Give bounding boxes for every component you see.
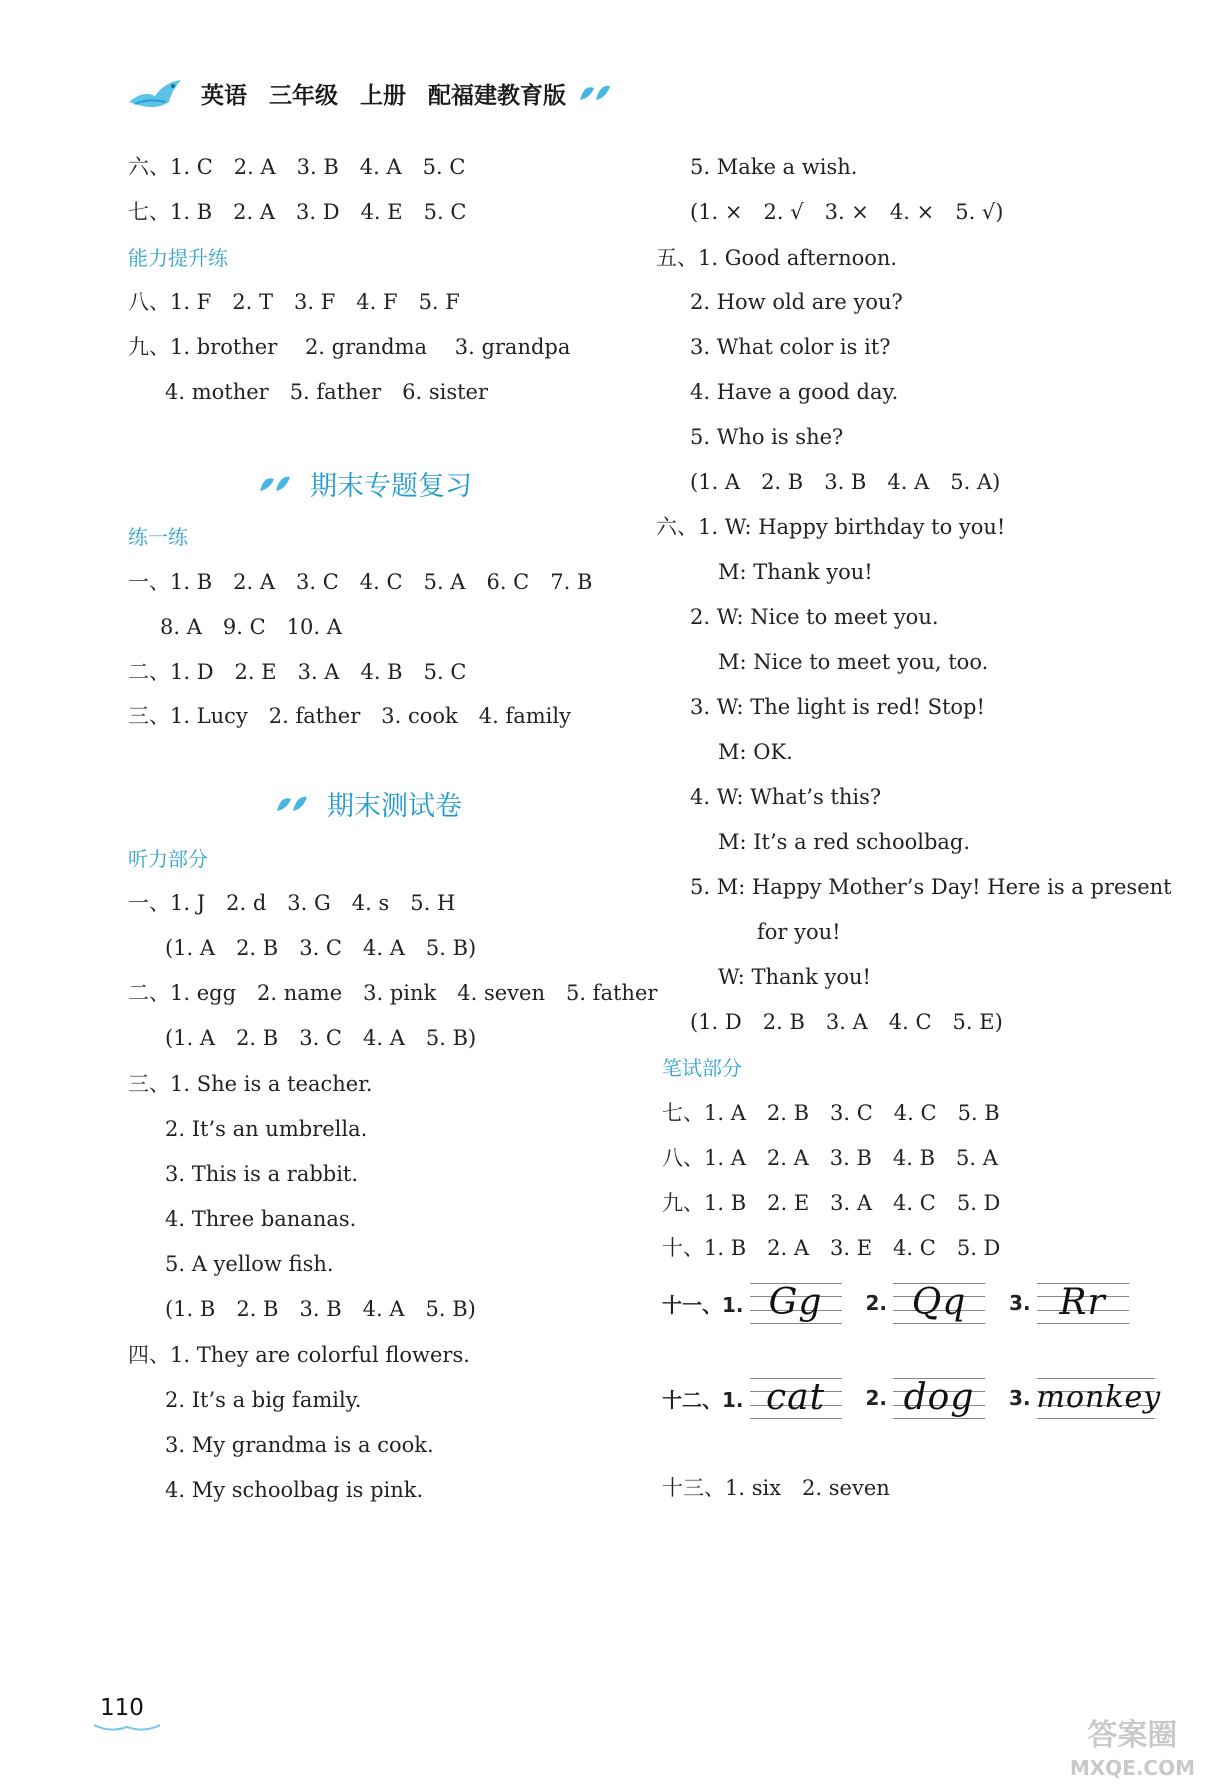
- handwriting-number: 2.: [865, 1291, 888, 1315]
- answer-line: 八、1. A 2. A 3. B 4. B 5. A: [662, 1146, 998, 1170]
- answer-line: (1. D 2. B 3. A 4. C 5. E): [690, 1010, 1003, 1034]
- writing-lines: [750, 1281, 842, 1325]
- leaf-ornament-icon: [578, 82, 612, 104]
- watermark-line2: MXQE.COM: [1069, 1756, 1195, 1780]
- handwritten-word: Gg: [768, 1282, 823, 1323]
- watermark-line1: 答案圈: [1087, 1718, 1178, 1753]
- leaf-icon: [275, 793, 309, 815]
- answer-line: 一、1. B 2. A 3. C 4. C 5. A 6. C 7. B: [128, 570, 593, 594]
- answer-line: 六、1. C 2. A 3. B 4. A 5. C: [128, 155, 466, 179]
- page-header: [125, 68, 612, 118]
- answer-line: 十、1. B 2. A 3. E 4. C 5. D: [662, 1236, 1001, 1260]
- answer-line: 3. W: The light is red! Stop!: [690, 695, 985, 719]
- handwriting-label: 十二、1.: [662, 1387, 744, 1412]
- section-title: [258, 464, 472, 503]
- handwritten-word: dog: [903, 1377, 975, 1418]
- answer-line: M: Thank you!: [718, 560, 873, 584]
- handwritten-word: cat: [765, 1377, 826, 1418]
- answer-line: 5. M: Happy Mother’s Day! Here is a present: [690, 875, 1172, 899]
- handwriting-number: 3.: [1009, 1291, 1031, 1315]
- answer-line: 三、1. She is a teacher.: [128, 1072, 373, 1096]
- header-volume: 上册: [360, 82, 406, 109]
- answer-line: 5. Who is she?: [690, 425, 844, 449]
- page-number: 110: [100, 1695, 162, 1735]
- answer-line: 3. This is a rabbit.: [165, 1162, 359, 1186]
- answer-line: (1. A 2. B 3. C 4. A 5. B): [165, 1026, 477, 1050]
- answer-line: 五、1. Good afternoon.: [656, 246, 898, 270]
- answer-line: 十三、1. six 2. seven: [662, 1476, 890, 1500]
- handwriting-row: [662, 1281, 1153, 1325]
- answer-line: 2. It’s a big family.: [165, 1388, 362, 1412]
- answer-line: 3. My grandma is a cook.: [165, 1433, 434, 1457]
- answer-line: M: It’s a red schoolbag.: [718, 830, 971, 854]
- section-title-text: 期末测试卷: [327, 791, 462, 822]
- answer-line: 九、1. brother 2. grandma 3. grandpa: [128, 335, 571, 359]
- answer-line: M: OK.: [718, 740, 793, 764]
- answer-line: 四、1. They are colorful flowers.: [128, 1343, 470, 1367]
- answer-line: 4. mother 5. father 6. sister: [165, 380, 489, 404]
- answer-line: 4. Three bananas.: [165, 1207, 357, 1231]
- answer-line: 二、1. egg 2. name 3. pink 4. seven 5. father: [128, 981, 658, 1005]
- answer-line: (1. × 2. √ 3. × 4. × 5. √): [690, 200, 1004, 224]
- answer-line: 4. My schoolbag is pink.: [165, 1478, 424, 1502]
- bird-logo-icon: [125, 72, 183, 114]
- answer-line: M: Nice to meet you, too.: [718, 650, 989, 674]
- answer-line: 七、1. A 2. B 3. C 4. C 5. B: [662, 1101, 1000, 1125]
- header-edition: 配福建教育版: [428, 82, 566, 109]
- answer-line: 七、1. B 2. A 3. D 4. E 5. C: [128, 200, 467, 224]
- answer-line: 二、1. D 2. E 3. A 4. B 5. C: [128, 660, 467, 684]
- answer-line: 4. W: What’s this?: [690, 785, 882, 809]
- watermark: [1070, 1720, 1195, 1784]
- leaf-icon: [258, 473, 292, 495]
- answer-line: 2. W: Nice to meet you.: [690, 605, 939, 629]
- writing-lines: [893, 1281, 985, 1325]
- handwriting-label: 十一、1.: [662, 1292, 744, 1317]
- handwritten-word: Qq: [911, 1282, 967, 1323]
- answer-line: 九、1. B 2. E 3. A 4. C 5. D: [662, 1191, 1001, 1215]
- answer-line: W: Thank you!: [718, 965, 871, 989]
- answer-line: 3. What color is it?: [690, 335, 891, 359]
- handwriting-number: 2.: [865, 1386, 888, 1410]
- header-subject: 英语: [201, 82, 247, 109]
- answer-line: 2. How old are you?: [690, 290, 903, 314]
- answer-line: (1. A 2. B 3. C 4. A 5. B): [165, 936, 477, 960]
- writing-lines: [1036, 1376, 1162, 1420]
- open-book-icon: [92, 1721, 162, 1735]
- handwriting-row: [662, 1376, 1179, 1420]
- handwritten-word: Rr: [1059, 1282, 1106, 1323]
- section-label: 听力部分: [128, 847, 208, 871]
- section-title-text: 期末专题复习: [310, 471, 472, 502]
- handwritten-word: monkey: [1036, 1380, 1162, 1415]
- writing-lines: [893, 1376, 985, 1420]
- writing-lines: [1037, 1281, 1129, 1325]
- handwriting-number: 3.: [1009, 1386, 1031, 1410]
- answer-line: 5. A yellow fish.: [165, 1252, 334, 1276]
- answer-line: 2. It’s an umbrella.: [165, 1117, 368, 1141]
- section-label: 练一练: [128, 525, 188, 549]
- answer-line: 8. A 9. C 10. A: [160, 615, 342, 639]
- answer-line: 三、1. Lucy 2. father 3. cook 4. family: [128, 704, 571, 728]
- answer-line: 六、1. W: Happy birthday to you!: [656, 515, 1006, 539]
- answer-line: for you!: [757, 920, 841, 944]
- header-grade: 三年级: [269, 82, 338, 109]
- section-title: [275, 784, 462, 823]
- answer-line: 八、1. F 2. T 3. F 4. F 5. F: [128, 290, 460, 314]
- section-label: 能力提升练: [128, 246, 228, 270]
- answer-line: 4. Have a good day.: [690, 380, 899, 404]
- answer-line: 一、1. J 2. d 3. G 4. s 5. H: [128, 891, 456, 915]
- answer-line: 5. Make a wish.: [690, 155, 858, 179]
- answer-line: (1. B 2. B 3. B 4. A 5. B): [165, 1297, 476, 1321]
- section-label: 笔试部分: [662, 1056, 742, 1080]
- answer-line: (1. A 2. B 3. B 4. A 5. A): [690, 470, 1001, 494]
- writing-lines: [750, 1376, 842, 1420]
